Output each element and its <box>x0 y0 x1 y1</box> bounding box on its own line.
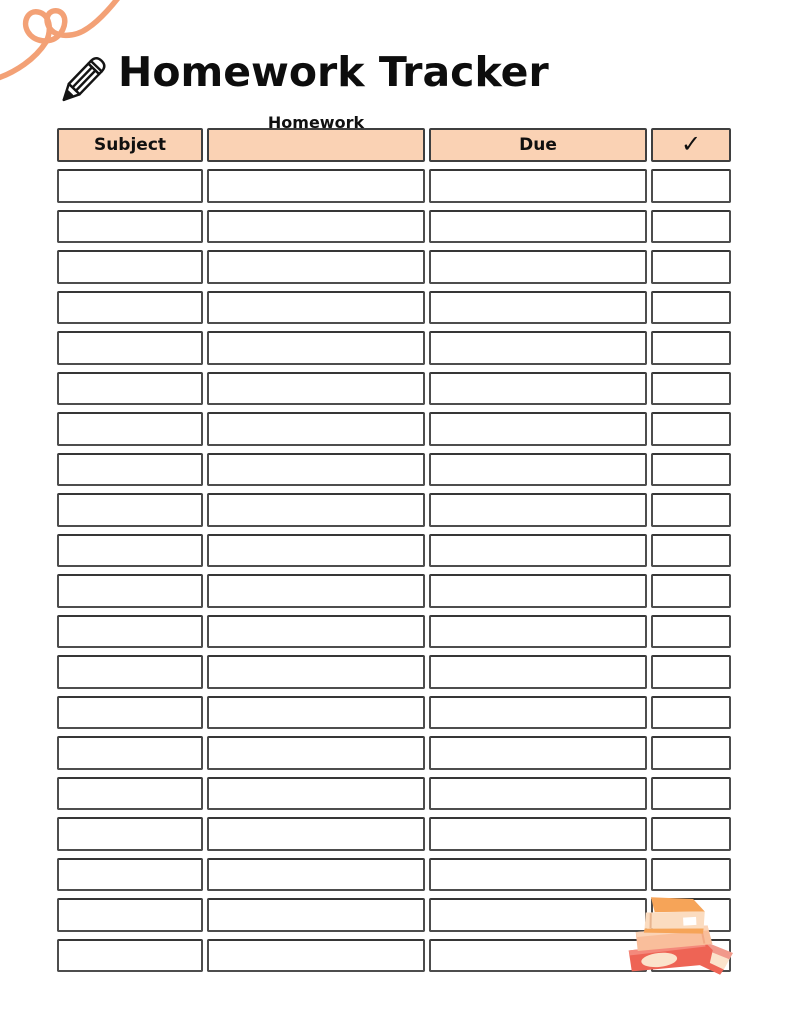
cell-check[interactable] <box>651 655 731 689</box>
column-header-due: Due <box>429 128 647 162</box>
table-row <box>57 655 731 689</box>
cell-subject[interactable] <box>57 453 203 487</box>
cell-homework[interactable] <box>207 331 425 365</box>
table-row <box>57 736 731 770</box>
page-title: Homework Tracker <box>118 48 549 96</box>
table-row <box>57 210 731 244</box>
table-header-row <box>57 128 731 162</box>
cell-due[interactable] <box>429 939 647 973</box>
table-row <box>57 169 731 203</box>
table-row <box>57 412 731 446</box>
cell-homework[interactable] <box>207 939 425 973</box>
cell-subject[interactable] <box>57 574 203 608</box>
cell-subject[interactable] <box>57 736 203 770</box>
cell-check[interactable] <box>651 250 731 284</box>
cell-subject[interactable] <box>57 250 203 284</box>
table-row <box>57 453 731 487</box>
column-header-check: ✓ <box>651 128 731 162</box>
cell-homework[interactable] <box>207 250 425 284</box>
cell-homework[interactable] <box>207 817 425 851</box>
cell-due[interactable] <box>429 615 647 649</box>
cell-homework[interactable] <box>207 655 425 689</box>
cell-check[interactable] <box>651 777 731 811</box>
cell-subject[interactable] <box>57 898 203 932</box>
cell-homework[interactable] <box>207 412 425 446</box>
cell-check[interactable] <box>651 412 731 446</box>
cell-subject[interactable] <box>57 331 203 365</box>
column-label-homework: Homework <box>267 113 365 132</box>
cell-homework[interactable] <box>207 615 425 649</box>
column-header-subject: Subject <box>57 128 203 162</box>
cell-homework[interactable] <box>207 898 425 932</box>
cell-check[interactable] <box>651 331 731 365</box>
homework-table <box>57 113 731 972</box>
cell-due[interactable] <box>429 453 647 487</box>
table-row <box>57 817 731 851</box>
cell-check[interactable] <box>651 210 731 244</box>
cell-subject[interactable] <box>57 210 203 244</box>
cell-due[interactable] <box>429 736 647 770</box>
cell-homework[interactable] <box>207 696 425 730</box>
cell-subject[interactable] <box>57 412 203 446</box>
cell-homework[interactable] <box>207 858 425 892</box>
cell-due[interactable] <box>429 817 647 851</box>
cell-subject[interactable] <box>57 655 203 689</box>
cell-homework[interactable] <box>207 534 425 568</box>
table-row <box>57 858 731 892</box>
cell-due[interactable] <box>429 898 647 932</box>
cell-homework[interactable] <box>207 210 425 244</box>
page-header <box>52 46 549 112</box>
cell-due[interactable] <box>429 493 647 527</box>
table-row <box>57 291 731 325</box>
cell-check[interactable] <box>651 291 731 325</box>
cell-due[interactable] <box>429 169 647 203</box>
cell-subject[interactable] <box>57 169 203 203</box>
table-row <box>57 696 731 730</box>
cell-subject[interactable] <box>57 817 203 851</box>
table-row <box>57 372 731 406</box>
cell-due[interactable] <box>429 412 647 446</box>
cell-due[interactable] <box>429 210 647 244</box>
cell-homework[interactable] <box>207 291 425 325</box>
cell-due[interactable] <box>429 534 647 568</box>
cell-subject[interactable] <box>57 858 203 892</box>
pencil-icon <box>52 50 112 112</box>
table-row <box>57 777 731 811</box>
cell-homework[interactable] <box>207 574 425 608</box>
table-row <box>57 534 731 568</box>
cell-homework[interactable] <box>207 372 425 406</box>
cell-subject[interactable] <box>57 493 203 527</box>
cell-homework[interactable] <box>207 453 425 487</box>
table-row <box>57 250 731 284</box>
cell-subject[interactable] <box>57 615 203 649</box>
cell-due[interactable] <box>429 655 647 689</box>
cell-due[interactable] <box>429 574 647 608</box>
cell-homework[interactable] <box>207 493 425 527</box>
cell-check[interactable] <box>651 574 731 608</box>
cell-subject[interactable] <box>57 939 203 973</box>
cell-check[interactable] <box>651 858 731 892</box>
cell-due[interactable] <box>429 250 647 284</box>
cell-subject[interactable] <box>57 291 203 325</box>
cell-subject[interactable] <box>57 534 203 568</box>
table-row <box>57 331 731 365</box>
cell-subject[interactable] <box>57 372 203 406</box>
cell-due[interactable] <box>429 372 647 406</box>
cell-check[interactable] <box>651 453 731 487</box>
cell-check[interactable] <box>651 817 731 851</box>
cell-check[interactable] <box>651 372 731 406</box>
cell-check[interactable] <box>651 169 731 203</box>
cell-due[interactable] <box>429 696 647 730</box>
table-row <box>57 574 731 608</box>
table-body <box>57 169 731 972</box>
cell-check[interactable] <box>651 534 731 568</box>
cell-check[interactable] <box>651 493 731 527</box>
cell-due[interactable] <box>429 291 647 325</box>
cell-due[interactable] <box>429 331 647 365</box>
cell-due[interactable] <box>429 858 647 892</box>
table-row <box>57 493 731 527</box>
cell-homework[interactable] <box>207 169 425 203</box>
cell-check[interactable] <box>651 615 731 649</box>
cell-subject[interactable] <box>57 777 203 811</box>
books-stack-icon <box>618 892 734 980</box>
cell-subject[interactable] <box>57 696 203 730</box>
cell-homework[interactable] <box>207 777 425 811</box>
column-header-homework <box>207 128 425 162</box>
cell-homework[interactable] <box>207 736 425 770</box>
cell-due[interactable] <box>429 777 647 811</box>
table-row <box>57 615 731 649</box>
cell-check[interactable] <box>651 696 731 730</box>
cell-check[interactable] <box>651 736 731 770</box>
